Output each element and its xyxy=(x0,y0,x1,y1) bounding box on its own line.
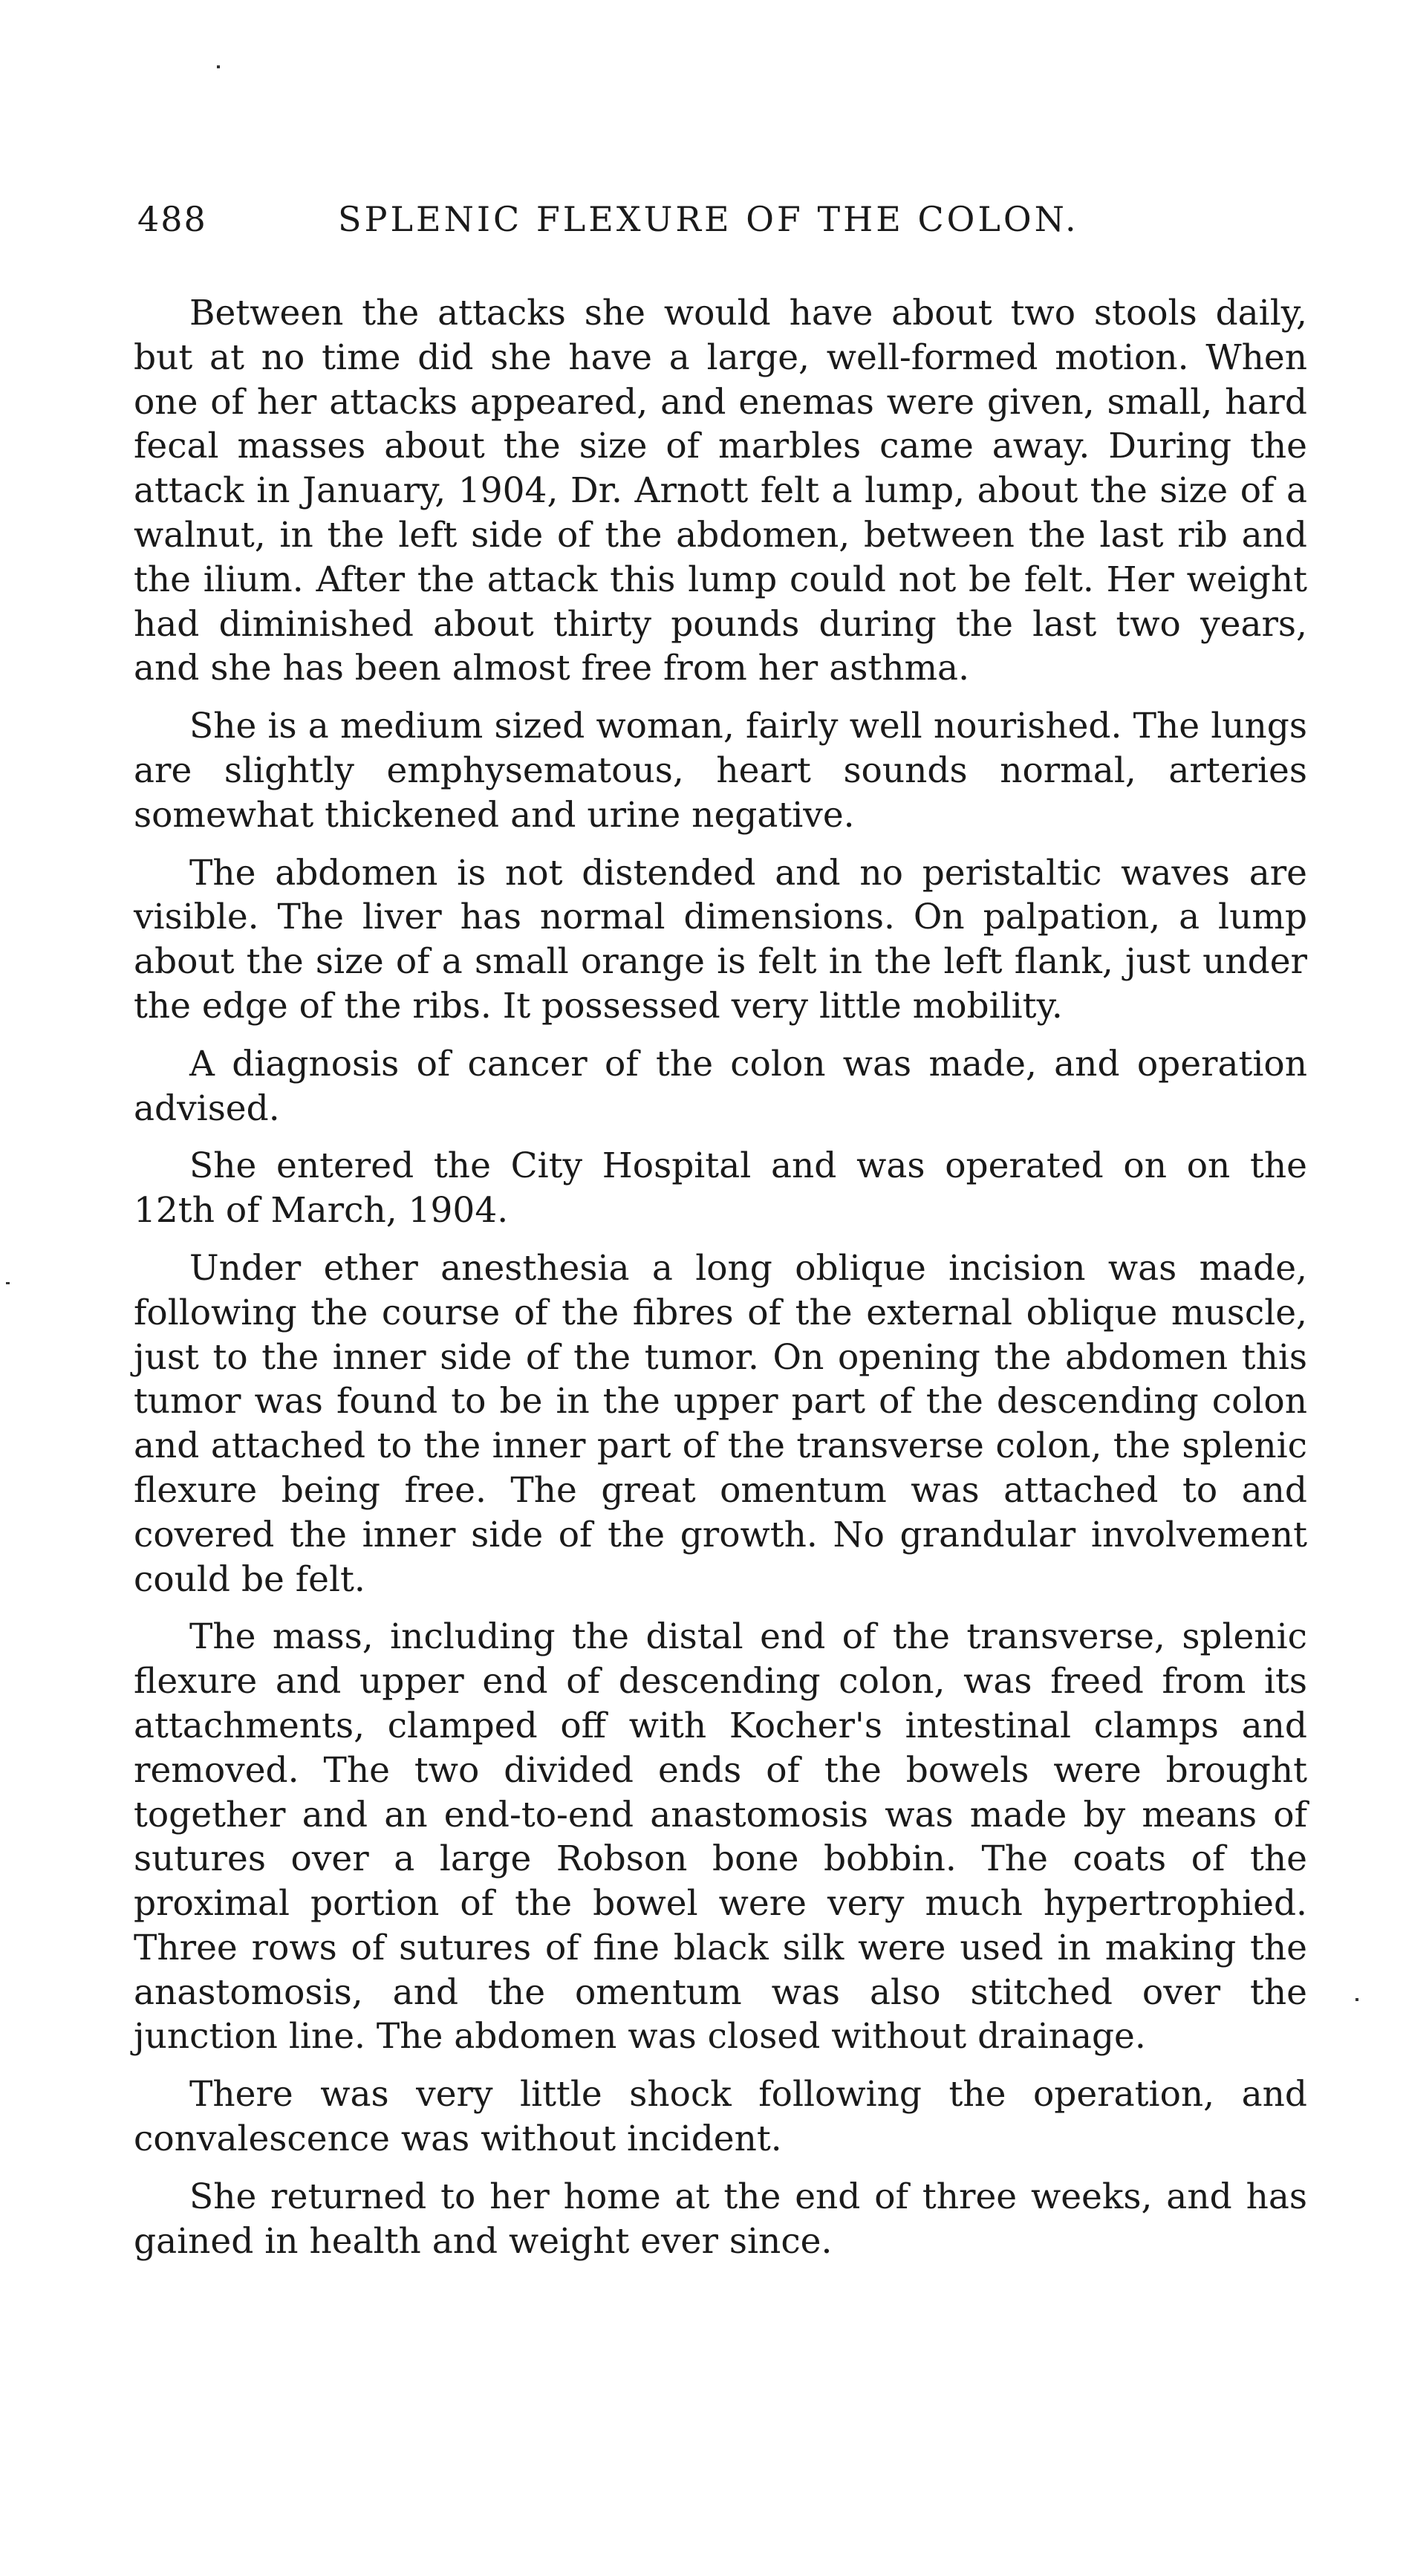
page-number: 488 xyxy=(137,199,207,239)
paragraph: She is a medium sized woman, fairly well nourished. The lungs are slightly emphysematous, heart sounds normal, arteries somewhat thickened and urine negative. xyxy=(134,706,1307,836)
running-head: SPLENIC FLEXURE OF THE COLON. xyxy=(338,199,1079,239)
paragraph: The mass, including the distal end of the transverse, splenic flexure and upper end of descending colon, was freed from its attachments, clamped off with Kocher's intestinal clamps and removed. The two divided ends of the bowels were brought together and an end-to-end anastomosis was made by means of sutures over a large Robson bone bobbin. The coats of the proximal portion of the bowel were very much hypertrophied. Three rows of sutures of fine black silk were used in making the anastomosis, and the omentum was also stitched over the junction line. The abdomen was closed without drainage. xyxy=(134,1616,1307,2058)
paragraph: Under ether anesthesia a long oblique incision was made, following the course of the fibres of the external oblique muscle, just to the inner side of the tumor. On opening the abdomen this tumor was found to be in the upper part of the descending colon and attached to the inner part of the transverse colon, the splenic flexure being free. The great omentum was attached to and covered the inner side of the growth. No grandular involvement could be felt. xyxy=(134,1247,1307,1600)
paragraph: A diagnosis of cancer of the colon was made, and operation advised. xyxy=(134,1043,1307,1129)
scan-speck xyxy=(1355,1998,1358,2001)
scan-speck xyxy=(6,1282,10,1284)
scan-speck xyxy=(217,65,220,68)
paragraph: There was very little shock following the operation, and convalescence was without incident. xyxy=(134,2074,1307,2160)
paragraph: The abdomen is not distended and no peristaltic waves are visible. The liver has normal dimensions. On palpation, a lump about the size of a small orange is felt in the left flank, just under the edge of the ribs. It possessed very little mobility. xyxy=(134,852,1307,1027)
paragraph: Between the attacks she would have about two stools daily, but at no time did she have a large, well-formed motion. When one of her attacks appeared, and enemas were given, small, hard fecal masses about the size of marbles came away. During the attack in January, 1904, Dr. Arnott felt a lump, about the size of a walnut, in the left side of the abdomen, between the last rib and the ilium. After the attack this lump could not be felt. Her weight had diminished about thirty pounds during the last two years, and she has been almost free from her asthma. xyxy=(134,293,1307,689)
page-header xyxy=(137,199,1148,251)
paragraph: She returned to her home at the end of three weeks, and has gained in health and weight ever since. xyxy=(134,2176,1307,2262)
paragraph: She entered the City Hospital and was operated on on the 12th of March, 1904. xyxy=(134,1145,1307,1232)
body-text xyxy=(134,291,1307,2277)
